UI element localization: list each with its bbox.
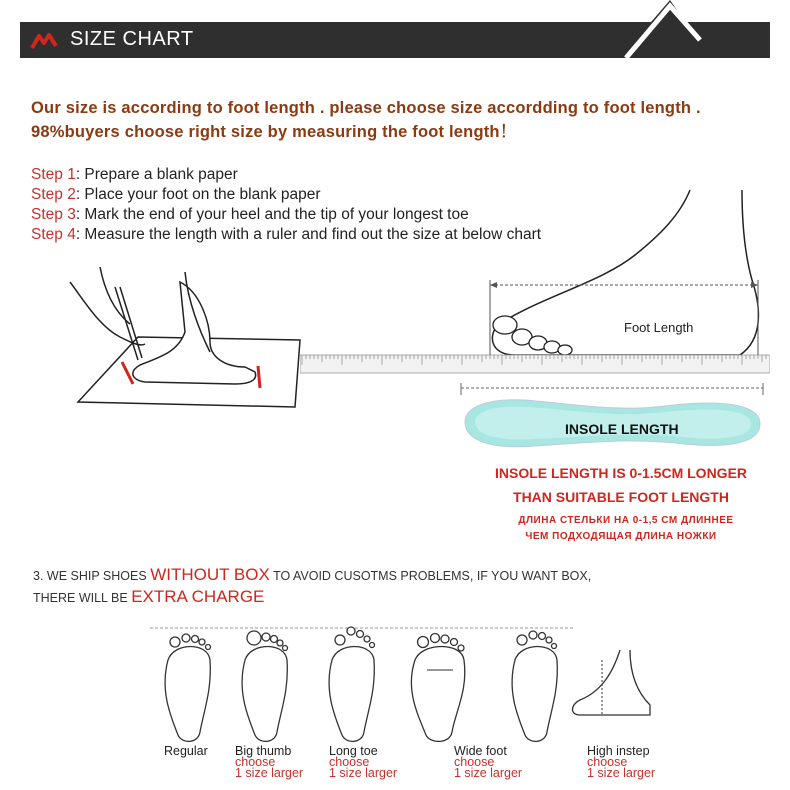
shipping-note-line-1	[33, 565, 591, 585]
intro-line-2: 98%buyers choose right size by measuring the foot length！	[31, 123, 517, 141]
foot-type-wide-foot	[454, 746, 522, 779]
foot-type-long-toe	[329, 746, 397, 779]
shipping-text: 3. WE SHIP SHOES	[33, 569, 147, 583]
foot-type-choose: choose	[587, 755, 628, 769]
foot-type-name: Long toe	[329, 744, 378, 758]
header-corner-decoration	[600, 0, 710, 60]
step-label: Step 2	[31, 186, 76, 203]
insole-length-label: INSOLE LENGTH	[565, 421, 679, 437]
step-2	[31, 186, 321, 204]
foot-type-choose: choose	[235, 755, 276, 769]
foot-type-size: 1 size larger	[587, 766, 656, 780]
foot-type-choose: choose	[454, 755, 495, 769]
foot-on-paper-illustration	[60, 262, 310, 412]
step-label: Step 4	[31, 226, 76, 243]
page-title: SIZE CHART	[70, 28, 194, 50]
foot-types-illustration	[150, 620, 660, 745]
intro-line-1: Our size is according to foot length . please choose size accordding to foot length .	[31, 99, 701, 117]
foot-type-big-thumb	[235, 746, 303, 779]
foot-length-illustration	[300, 185, 770, 375]
foot-type-name: Regular	[164, 744, 208, 758]
foot-type-size: 1 size larger	[454, 766, 523, 780]
foot-type-size: 1 size larger	[329, 766, 398, 780]
extra-charge-highlight: EXTRA CHARGE	[131, 587, 265, 606]
shipping-text: THERE WILL BE	[33, 591, 128, 605]
foot-length-label: Foot Length	[624, 320, 694, 335]
insole-illustration	[455, 380, 770, 455]
foot-type-choose: choose	[329, 755, 370, 769]
insole-note-line-2: THAN SUITABLE FOOT LENGTH	[513, 489, 729, 505]
foot-type-size: 1 size larger	[235, 766, 304, 780]
step-label: Step 1	[31, 166, 76, 183]
brand-logo-icon	[30, 30, 58, 52]
step-text: : Mark the end of your heel and the tip of your longest toe	[75, 206, 469, 223]
step-text: : Place your foot on the blank paper	[75, 186, 321, 203]
shipping-text: TO AVOID CUSOTMS PROBLEMS, IF YOU WANT BOX,	[273, 569, 592, 583]
step-text: : Prepare a blank paper	[75, 166, 238, 183]
without-box-highlight: WITHOUT BOX	[150, 565, 270, 584]
insole-note-line-1: INSOLE LENGTH IS 0-1.5CM LONGER	[494, 465, 748, 481]
step-text: : Measure the length with a ruler and find out the size at below chart	[75, 226, 542, 243]
shipping-note-line-2	[33, 587, 264, 607]
foot-type-high-instep	[587, 746, 655, 779]
foot-type-regular	[164, 746, 208, 757]
insole-note-ru-1: ДЛИНА СТЕЛЬКИ НА 0-1,5 СМ ДЛИННЕЕ	[518, 515, 734, 526]
step-label: Step 3	[31, 206, 76, 223]
foot-type-name: Big thumb	[235, 744, 292, 758]
insole-note-ru-2: ЧЕМ ПОДХОДЯЩАЯ ДЛИНА НОЖКИ	[525, 531, 717, 542]
step-1	[31, 166, 238, 184]
foot-type-name: Wide foot	[454, 744, 507, 758]
foot-type-name: High instep	[587, 744, 650, 758]
